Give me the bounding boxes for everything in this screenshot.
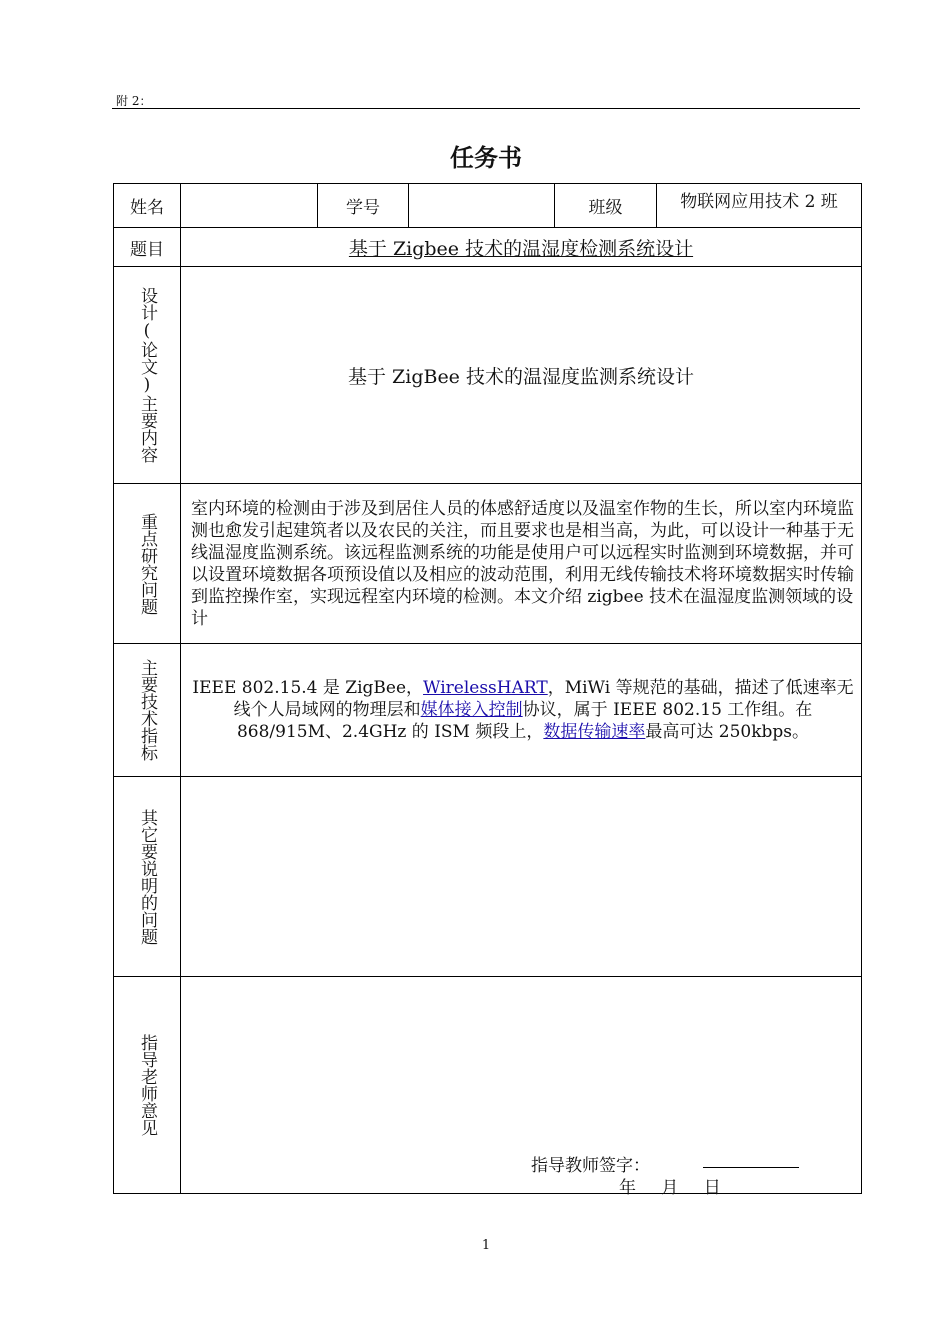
row-advisor: [114, 977, 862, 1194]
row-other-notes: [114, 777, 862, 977]
tech-text-part4: 最高可达 250kbps。: [645, 722, 810, 742]
main-content-text: 基于 ZigBee 技术的温湿度监测系统设计: [348, 365, 694, 388]
main-content-field[interactable]: [181, 267, 862, 484]
advisor-field[interactable]: [181, 977, 862, 1198]
signature-label: 指导教师签字：: [531, 1156, 650, 1176]
tech-indicators-label: 主要技术指标: [137, 659, 157, 761]
topic-label: 题目: [114, 228, 181, 267]
tech-indicators-label-cell: [114, 644, 181, 777]
key-issues-label: 重点研究问题: [137, 512, 157, 615]
row-main-content: [114, 267, 862, 484]
signature-date: 年 月 日: [619, 1178, 721, 1198]
student-id-label: 学号: [318, 184, 409, 228]
student-id-field[interactable]: [409, 184, 555, 228]
row-tech-indicators: [114, 644, 862, 777]
header-divider: [112, 108, 860, 109]
data-rate-link[interactable]: 数据传输速率: [543, 722, 646, 742]
main-content-label: 设计(论文)主要内容: [137, 287, 157, 463]
row-key-issues: [114, 484, 862, 644]
tech-indicators-text: [181, 677, 861, 743]
other-notes-label: 其它要说明的问题: [137, 808, 157, 945]
signature-line[interactable]: [703, 1167, 799, 1168]
tech-indicators-field[interactable]: [181, 644, 862, 777]
name-field[interactable]: [181, 184, 318, 228]
name-label: 姓名: [114, 184, 181, 228]
advisor-label: 指导老师意见: [137, 1034, 157, 1136]
other-notes-field[interactable]: [181, 777, 862, 977]
row-basic-info: [114, 184, 862, 228]
tech-text-part1: IEEE 802.15.4 是 ZigBee，: [192, 678, 424, 698]
document-title: 任务书: [450, 144, 522, 172]
mac-link[interactable]: 媒体接入控制: [420, 700, 523, 720]
wirelesshart-link[interactable]: WirelessHART: [423, 678, 548, 698]
main-content-label-cell: [114, 267, 181, 484]
tech-text-part3: 协议，属于 IEEE 802.15 工作组。在 868/915M、2.4GHz 的 ISM 频段上，: [236, 700, 813, 742]
row-topic: [114, 228, 862, 267]
task-form-table: [113, 183, 862, 1198]
class-field[interactable]: 物联网应用技术 2 班: [657, 184, 862, 228]
tech-text-part2: ，MiWi 等规范的基础，描述了低速率无线个人局域网的物理层和: [233, 678, 854, 720]
other-notes-label-cell: [114, 777, 181, 977]
advisor-label-cell: [114, 977, 181, 1194]
topic-field[interactable]: [181, 228, 862, 267]
page-number: 1: [481, 1238, 491, 1253]
class-label: 班级: [555, 184, 657, 228]
key-issues-label-cell: [114, 484, 181, 644]
key-issues-text: 室内环境的检测由于涉及到居住人员的体感舒适度以及温室作物的生长，所以室内环境监测也愈发引起建筑者以及农民的关注，而且要求也是相当高，为此，可以设计一种基于无线温湿度监测系统。该远程监测系统的功能是使用户可以远程实时监测到环境数据，并可以设置环境数据各项预设值以及相应的波动范围，利用无线传输技术将环境数据实时传输到监控操作室，实现远程室内环境的检测。本文介绍 zigbee 技术在温湿度监测领域的设计: [191, 498, 854, 629]
topic-text: 基于 Zigbee 技术的温湿度检测系统设计: [348, 237, 694, 260]
key-issues-field[interactable]: [181, 484, 862, 644]
appendix-label: 附 2：: [116, 94, 152, 108]
